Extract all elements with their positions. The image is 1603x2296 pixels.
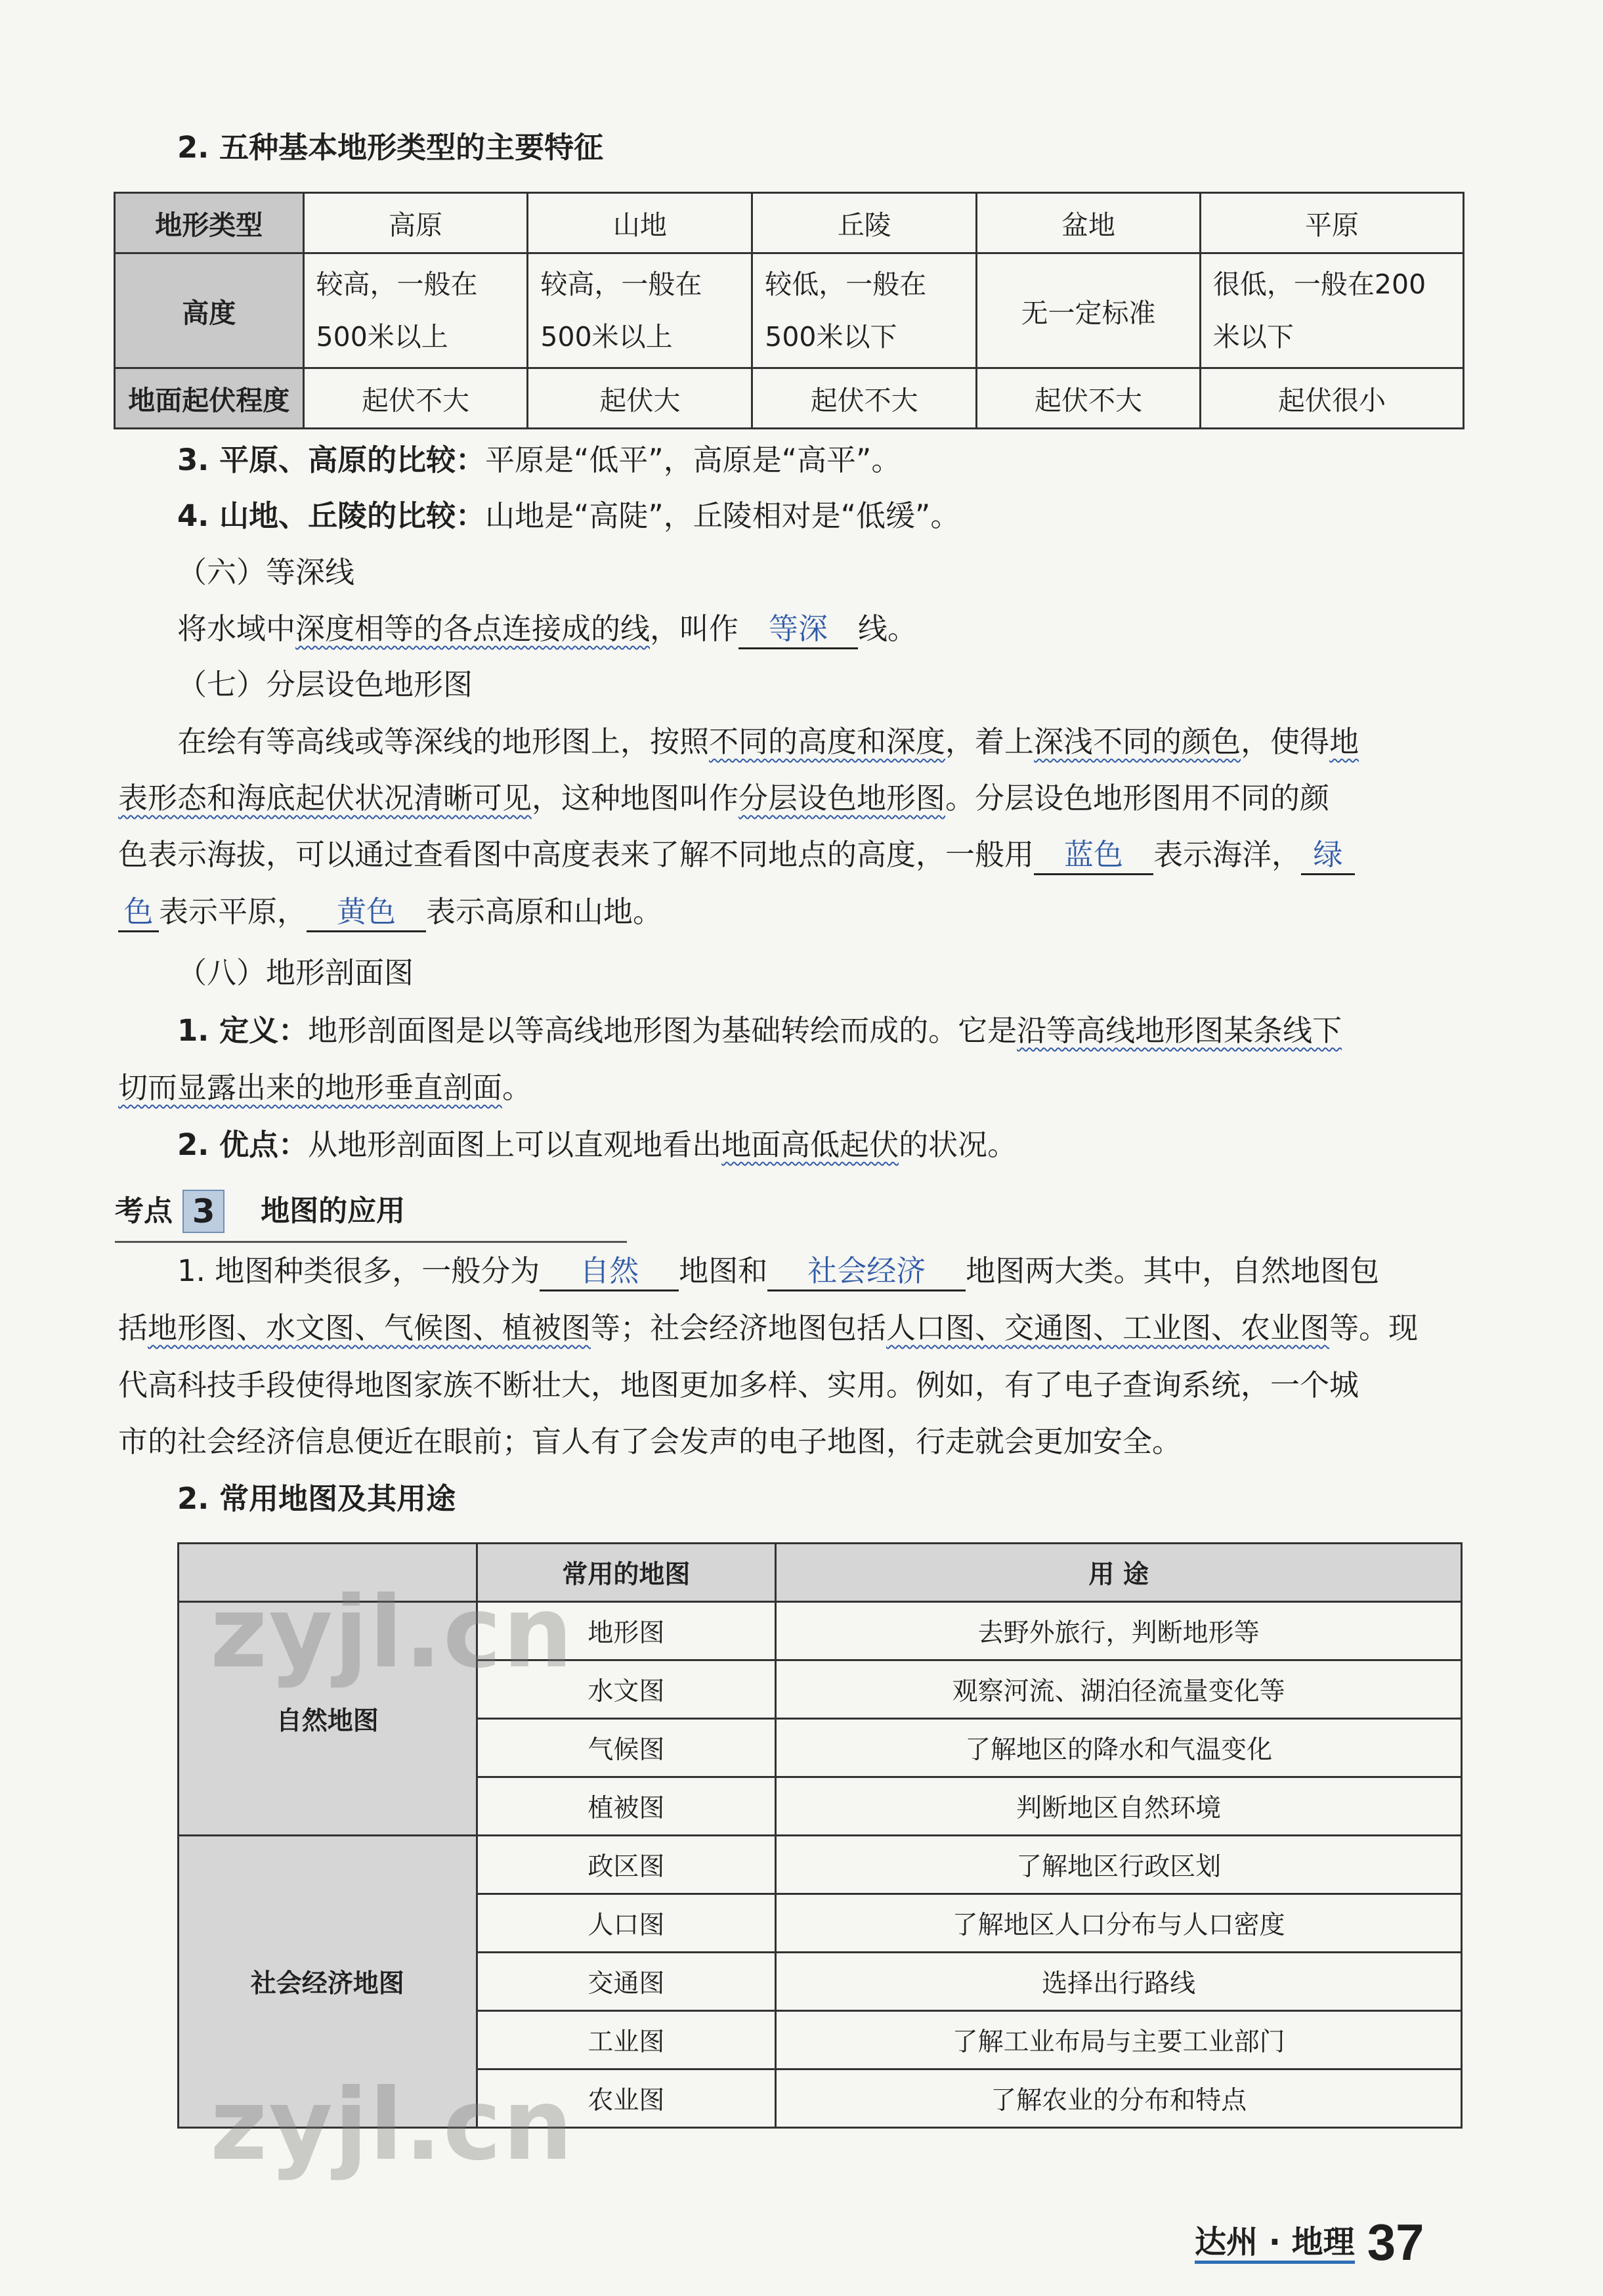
text: 地形剖面图是以等高线地形图为基础转绘而成的。它是 [308,1013,1017,1048]
text: 括 [118,1310,148,1345]
terrain-relief-cell: 起伏不大 [303,368,528,429]
row-label-height: 高度 [115,253,304,368]
text: 表示平原， [159,894,307,929]
emphasis-text: 沿等高线地形图某条线下 [1017,1013,1342,1048]
paragraph-line [177,1251,1379,1291]
text: 在绘有等高线或等深线的地形图上，按照 [177,724,710,759]
text: 等。现 [1329,1310,1419,1345]
paragraph-label: 3. 平原、高原的比较： [177,443,486,477]
map-name-cell: 交通图 [477,1953,776,2011]
terrain-type-cell: 平原 [1200,193,1463,253]
map-use-cell: 判断地区自然环境 [776,1777,1462,1836]
answer-blank: 黄色 [307,894,426,932]
watermark: zyjl.cn [210,2068,574,2182]
paragraph-line [177,722,1359,762]
terrain-type-cell: 山地 [528,193,752,253]
map-use-cell: 了解地区人口分布与人口密度 [776,1894,1462,1953]
map-name-cell: 地形图 [477,1602,776,1660]
text: ，这种地图叫作 [532,781,739,815]
answer-blank: 自然 [540,1253,679,1291]
text: 表示高原和山地。 [426,894,663,929]
kaodian-title: 地图的应用 [261,1194,406,1228]
terrain-height-cell: 很低，一般在200米以下 [1200,253,1463,368]
text: ，使得 [1241,724,1330,759]
text: 色表示海拔，可以通过查看图中高度表来了解不同地点的高度，一般用 [118,837,1035,872]
map-use-cell: 了解地区的降水和气温变化 [776,1719,1462,1777]
emphasis-text: 表形态和海底起伏状况清晰可见 [118,781,532,815]
section-title-isobath: （六）等深线 [177,555,355,590]
paragraph-line: 市的社会经济信息便近在眼前；盲人有了会发声的电子地图，行走就会更加安全。 [118,1424,1182,1459]
terrain-features-table [114,192,1464,429]
paragraph-label: 4. 山地、丘陵的比较： [177,498,486,533]
section-heading-common-maps: 2. 常用地图及其用途 [177,1481,456,1516]
paragraph-line [118,1309,1418,1348]
paragraph-line [177,1011,1342,1051]
paragraph-text: 山地是“高陡”，丘陵相对是“低缓”。 [485,498,960,533]
group-label: 自然地图 [179,1602,477,1836]
paragraph-plain-plateau [177,441,901,480]
terrain-relief-cell: 起伏不大 [977,368,1201,429]
terrain-type-cell: 丘陵 [752,193,977,253]
text: 的状况。 [899,1127,1017,1162]
paragraph-line [118,779,1329,818]
emphasis-text: 深浅不同的颜色 [1034,724,1241,759]
emphasis-text: 地形图、水文图、气候图、植被图 [148,1310,591,1345]
map-use-cell: 选择出行路线 [776,1953,1462,2011]
text: 等；社会经济地图包括 [591,1310,887,1345]
text: 。分层设色地形图用不同的颜 [945,781,1330,815]
map-name-cell: 气候图 [477,1719,776,1777]
paragraph-label: 2. 优点： [177,1127,309,1162]
page-number: 37 [1367,2213,1424,2271]
text: 线。 [858,611,918,646]
text: 1. 地图种类很多，一般分为 [177,1253,540,1288]
terrain-type-cell: 盆地 [977,193,1201,253]
terrain-relief-cell: 起伏很小 [1200,368,1463,429]
kaodian-number: 3 [182,1190,224,1233]
page-footer [1195,2213,1470,2272]
answer-blank: 社会经济 [767,1253,966,1291]
paragraph-line: 代高科技手段使得地图家族不断壮大，地图更加多样、实用。例如，有了电子查询系统，一个城 [118,1368,1359,1402]
terrain-relief-cell: 起伏大 [528,368,752,429]
emphasis-text: 深度相等的各点连接成的线 [295,611,651,646]
terrain-height-cell: 较高，一般在500米以上 [303,253,528,368]
emphasis-text: 切而显露出来的地形垂直剖面 [118,1070,503,1105]
emphasis-text: 地 [1329,724,1359,759]
paragraph-isobath [177,609,917,649]
emphasis-text: 地面高低起伏 [721,1127,899,1162]
terrain-type-cell: 高原 [303,193,528,253]
terrain-height-cell: 无一定标准 [977,253,1201,368]
kaodian-label: 考点 [115,1194,173,1228]
answer-blank: 绿 [1301,836,1355,875]
map-name-cell: 政区图 [477,1836,776,1894]
map-name-cell: 农业图 [477,2069,776,2128]
terrain-height-cell: 较低，一般在500米以下 [752,253,977,368]
map-use-cell: 观察河流、湖泊径流量变化等 [776,1660,1462,1719]
paragraph-line [118,835,1355,875]
text: 。 [502,1070,532,1105]
text: 地图两大类。其中，自然地图包 [966,1253,1380,1288]
watermark: zyjl.cn [210,1576,574,1690]
kaodian-header [115,1188,627,1243]
text: 表示海洋， [1153,837,1302,872]
answer-blank: 蓝色 [1034,836,1153,875]
answer-blank: 色 [118,894,159,932]
answer-blank: 等深 [738,611,858,649]
paragraph-label: 1. 定义： [177,1013,309,1048]
column-header: 用 途 [776,1544,1462,1602]
terrain-relief-cell: 起伏不大 [752,368,977,429]
row-label-relief: 地面起伏程度 [115,368,304,429]
row-label-type: 地形类型 [115,193,304,253]
section-title-profile: （八）地形剖面图 [177,955,414,990]
map-name-cell: 人口图 [477,1894,776,1953]
text: 从地形剖面图上可以直观地看出 [308,1127,722,1162]
paragraph-line [118,1068,532,1108]
section-heading-terrain-features: 2. 五种基本地形类型的主要特征 [177,130,604,165]
map-use-cell: 了解工业布局与主要工业部门 [776,2011,1462,2069]
group-label: 社会经济地图 [179,1836,477,2128]
map-name-cell: 工业图 [477,2011,776,2069]
footer-region: 达州 · 地理 [1195,2224,1355,2264]
paragraph-mountain-hill [177,496,960,536]
text: 地图和 [679,1253,768,1288]
map-name-cell: 水文图 [477,1660,776,1719]
text: ，叫作 [650,611,739,646]
section-title-layered-map: （七）分层设色地形图 [177,667,473,702]
emphasis-text: 分层设色地形图 [738,781,946,815]
terrain-height-cell: 较高，一般在500米以上 [528,253,752,368]
paragraph-line [118,892,662,932]
text: ，着上 [945,724,1035,759]
column-header: 常用的地图 [477,1544,776,1602]
map-use-cell: 去野外旅行，判断地形等 [776,1602,1462,1660]
map-use-cell: 了解农业的分布和特点 [776,2069,1462,2128]
emphasis-text: 人口图、交通图、工业图、农业图 [886,1310,1330,1345]
paragraph-text: 平原是“低平”，高原是“高平”。 [485,443,901,477]
emphasis-text: 不同的高度和深度 [709,724,946,759]
map-use-cell: 了解地区行政区划 [776,1836,1462,1894]
text: 将水域中 [177,611,296,646]
paragraph-line [177,1125,1017,1165]
map-name-cell: 植被图 [477,1777,776,1836]
